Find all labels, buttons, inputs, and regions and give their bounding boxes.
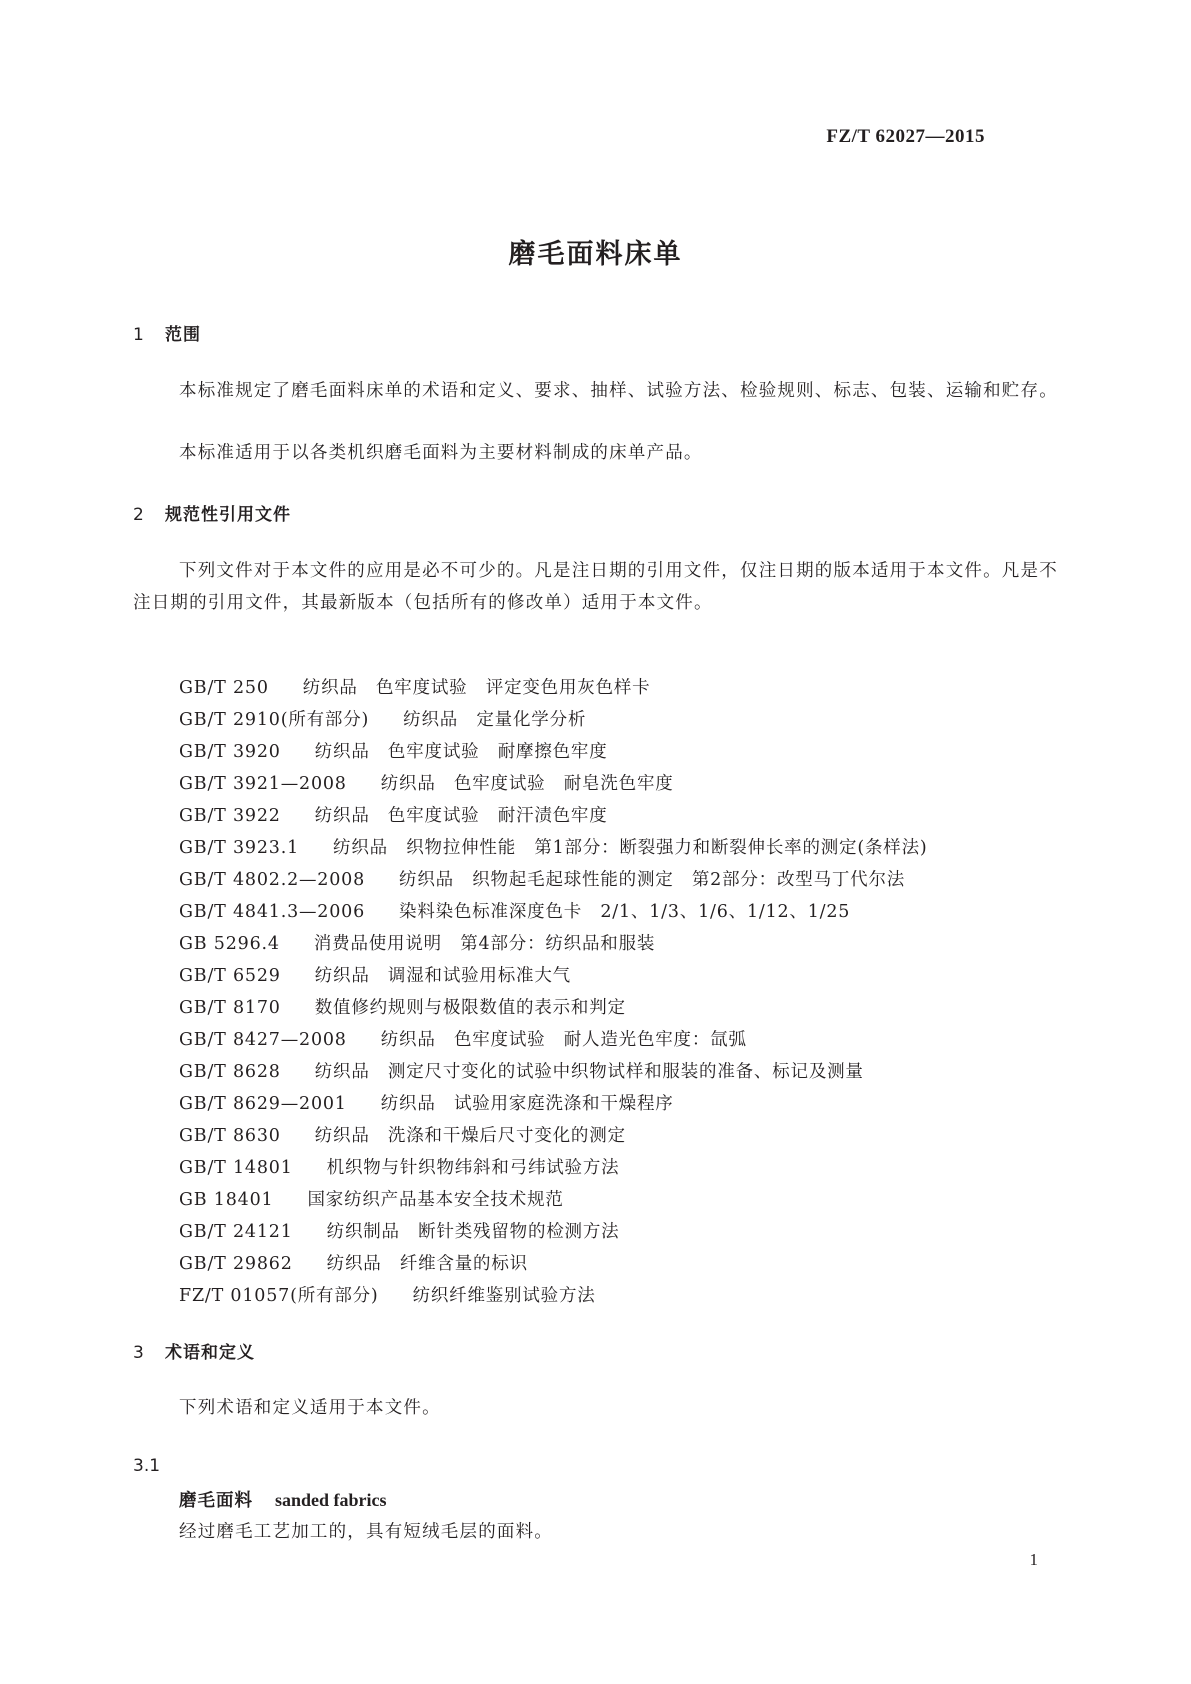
reference-title: 纺织品 试验用家庭洗涤和干燥程序 (380, 1094, 674, 1114)
reference-item (179, 1152, 928, 1184)
reference-item (179, 1120, 928, 1152)
reference-item (179, 1056, 928, 1088)
reference-code: GB 18401 (179, 1190, 274, 1210)
reference-item (179, 704, 928, 736)
term-english: sanded fabrics (275, 1490, 387, 1510)
reference-code: GB/T 6529 (179, 966, 281, 986)
scope-paragraph-1: 本标准规定了磨毛面料床单的术语和定义、要求、抽样、试验方法、检验规则、标志、包装、运输和贮存。 (179, 381, 1058, 401)
reference-title: 纺织品 织物起毛起球性能的测定 第2部分：改型马丁代尔法 (399, 870, 906, 890)
reference-title: 纺织品 洗涤和干燥后尺寸变化的测定 (314, 1126, 626, 1146)
reference-item (179, 1248, 928, 1280)
reference-code: FZ/T 01057(所有部分) (179, 1286, 379, 1306)
reference-item (179, 896, 928, 928)
reference-item (179, 672, 928, 704)
section-heading-normative-references (133, 500, 291, 525)
term-definition: 经过磨毛工艺加工的，具有短绒毛层的面料。 (179, 1522, 553, 1542)
reference-title: 机织物与针织物纬斜和弓纬试验方法 (326, 1158, 620, 1178)
reference-item (179, 800, 928, 832)
reference-item (179, 1088, 928, 1120)
section-title: 范围 (165, 325, 201, 345)
reference-item (179, 992, 928, 1024)
reference-title: 数值修约规则与极限数值的表示和判定 (314, 998, 626, 1018)
term-entry (179, 1484, 387, 1517)
reference-item (179, 832, 928, 864)
reference-item (179, 736, 928, 768)
reference-title: 消费品使用说明 第4部分：纺织品和服装 (313, 934, 656, 954)
reference-code: GB/T 2910(所有部分) (179, 710, 370, 730)
section-heading-scope (133, 320, 201, 345)
reference-code: GB/T 8629—2001 (179, 1094, 347, 1114)
section-title: 术语和定义 (165, 1343, 255, 1363)
reference-item (179, 960, 928, 992)
reference-code: GB/T 3923.1 (179, 838, 300, 858)
reference-item (179, 864, 928, 896)
page-number: 1 (1029, 1550, 1038, 1569)
section-title: 规范性引用文件 (165, 505, 291, 525)
reference-code: GB/T 29862 (179, 1254, 293, 1274)
section-number: 1 (133, 325, 145, 345)
reference-code: GB/T 250 (179, 678, 269, 698)
reference-code: GB/T 8630 (179, 1126, 281, 1146)
reference-title: 国家纺织产品基本安全技术规范 (307, 1190, 564, 1210)
reference-item (179, 768, 928, 800)
reference-code: GB/T 3920 (179, 742, 281, 762)
reference-code: GB/T 14801 (179, 1158, 293, 1178)
reference-title: 纺织品 色牢度试验 耐人造光色牢度：氙弧 (380, 1030, 747, 1050)
references-intro: 下列文件对于本文件的应用是必不可少的。凡是注日期的引用文件，仅注日期的版本适用于本文件。凡是不注日期的引用文件，其最新版本（包括所有的修改单）适用于本文件。 (133, 561, 1058, 613)
reference-code: GB/T 3921—2008 (179, 774, 347, 794)
reference-code: GB/T 8427—2008 (179, 1030, 347, 1050)
reference-code: GB/T 8628 (179, 1062, 281, 1082)
reference-title: 纺织品 色牢度试验 评定变色用灰色样卡 (302, 678, 651, 698)
section-number: 3 (133, 1343, 145, 1363)
clause-number: 3.1 (133, 1456, 161, 1476)
reference-code: GB/T 4841.3—2006 (179, 902, 366, 922)
reference-title: 纺织品 测定尺寸变化的试验中织物试样和服装的准备、标记及测量 (314, 1062, 864, 1082)
terms-intro: 下列术语和定义适用于本文件。 (179, 1398, 441, 1418)
reference-title: 纺织品 色牢度试验 耐摩擦色牢度 (314, 742, 608, 762)
reference-title: 纺织品 色牢度试验 耐汗渍色牢度 (314, 806, 608, 826)
scope-paragraph-2: 本标准适用于以各类机织磨毛面料为主要材料制成的床单产品。 (179, 443, 703, 463)
reference-title: 染料染色标准深度色卡 2/1、1/3、1/6、1/12、1/25 (399, 902, 851, 922)
reference-item (179, 1216, 928, 1248)
reference-title: 纺织品 定量化学分析 (403, 710, 587, 730)
standard-code: FZ/T 62027—2015 (826, 126, 985, 147)
reference-title: 纺织品 纤维含量的标识 (326, 1254, 528, 1274)
reference-code: GB/T 3922 (179, 806, 281, 826)
reference-title: 纺织品 色牢度试验 耐皂洗色牢度 (380, 774, 674, 794)
reference-title: 纺织品 调湿和试验用标准大气 (314, 966, 571, 986)
reference-list (179, 672, 928, 1312)
reference-code: GB/T 24121 (179, 1222, 293, 1242)
section-number: 2 (133, 505, 145, 525)
term-chinese: 磨毛面料 (179, 1491, 253, 1511)
reference-item (179, 1280, 928, 1312)
reference-title: 纺织纤维鉴别试验方法 (412, 1286, 596, 1306)
reference-code: GB/T 4802.2—2008 (179, 870, 366, 890)
reference-title: 纺织制品 断针类残留物的检测方法 (326, 1222, 620, 1242)
document-title: 磨毛面料床单 (508, 239, 683, 270)
reference-code: GB/T 8170 (179, 998, 281, 1018)
reference-code: GB 5296.4 (179, 934, 280, 954)
reference-item (179, 1184, 928, 1216)
reference-item (179, 1024, 928, 1056)
section-heading-terms (133, 1338, 255, 1363)
reference-item (179, 928, 928, 960)
reference-title: 纺织品 织物拉伸性能 第1部分：断裂强力和断裂伸长率的测定(条样法) (333, 838, 928, 858)
